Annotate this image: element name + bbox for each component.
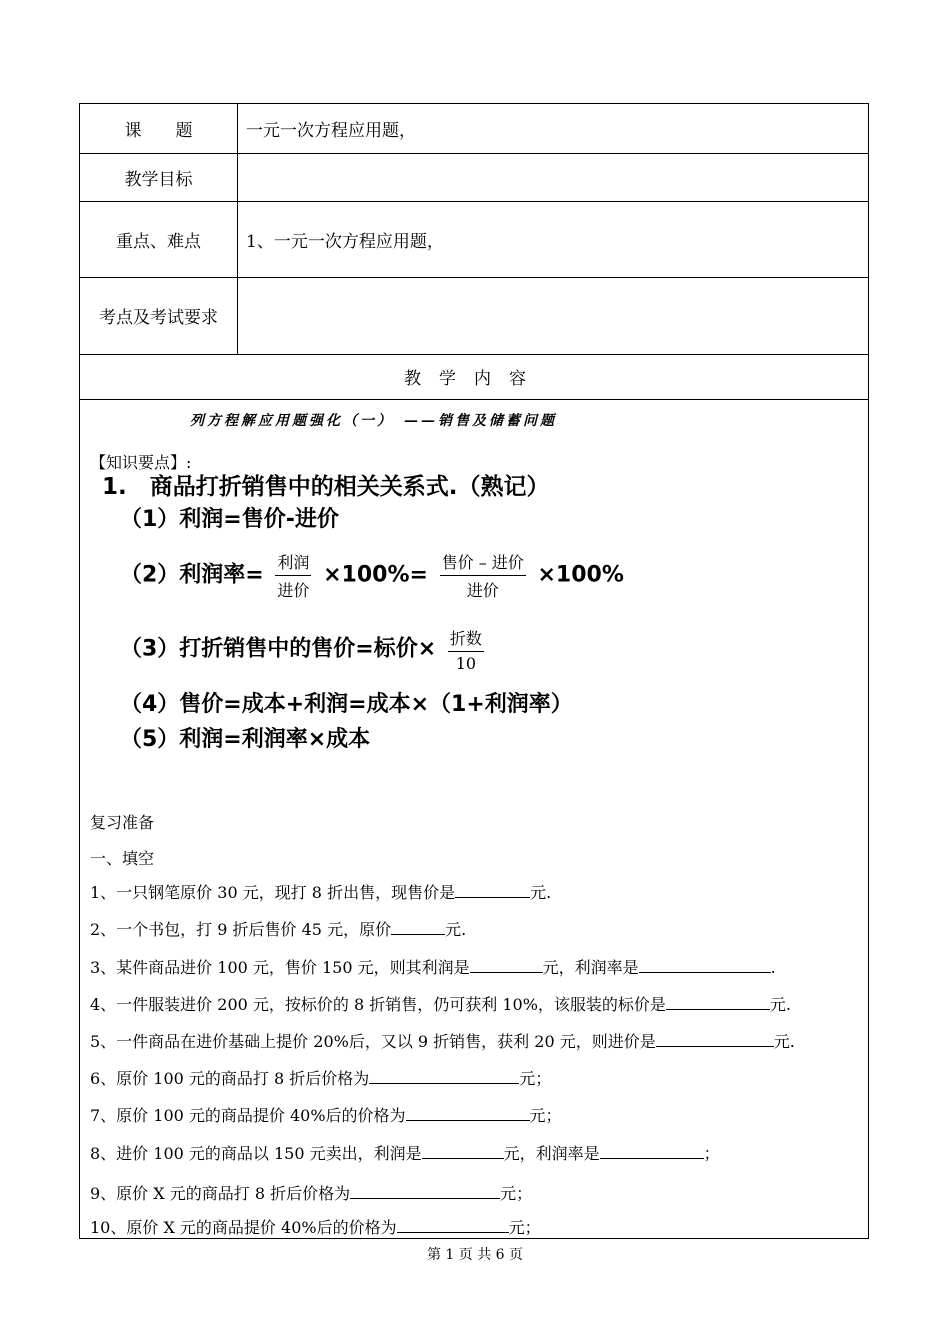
teaching-content-header: 教学内容 bbox=[80, 354, 868, 400]
objectives-label: 教学目标 bbox=[80, 153, 238, 201]
answer-blank[interactable] bbox=[422, 1144, 504, 1159]
fraction-denominator: 10 bbox=[455, 654, 477, 673]
topic-value: 一元一次方程应用题， bbox=[246, 121, 416, 141]
fraction-denominator: 进价 bbox=[466, 581, 499, 600]
key-points-label: 重点、难点 bbox=[80, 201, 238, 277]
answer-blank[interactable] bbox=[369, 1069, 519, 1084]
answer-blank[interactable] bbox=[406, 1106, 530, 1121]
formula-2-suffix: ×100% bbox=[537, 562, 624, 588]
formula-2-prefix: （2）利润率= bbox=[120, 562, 264, 588]
question-10: 10、原价 X 元的商品提价 40%后的价格为 元； bbox=[90, 1218, 541, 1237]
formula-3-prefix: （3）打折销售中的售价=标价× bbox=[120, 636, 437, 662]
formula-4: （4）售价=成本+利润=成本×（1+利润率） bbox=[120, 692, 573, 717]
lesson-title: 列方程解应用题强化（一） ——销售及储蓄问题 bbox=[190, 413, 557, 429]
question-4: 4、一件服装进价 200 元，按标价的 8 折销售，仍可获利 10%，该服装的标价是 元. bbox=[90, 995, 791, 1014]
answer-blank[interactable] bbox=[639, 958, 771, 973]
answer-blank[interactable] bbox=[350, 1184, 500, 1199]
formula-3 bbox=[120, 626, 488, 673]
answer-blank[interactable] bbox=[470, 958, 543, 973]
price-diff-over-cost-fraction bbox=[440, 550, 526, 601]
formula-2-mid: ×100%= bbox=[323, 562, 428, 588]
topic-label: 课 题 bbox=[80, 104, 238, 153]
discount-fraction bbox=[448, 626, 484, 673]
key-points-value: 1、一元一次方程应用题， bbox=[246, 231, 444, 252]
question-9: 9、原价 X 元的商品打 8 折后价格为 元； bbox=[90, 1184, 533, 1203]
fraction-numerator: 利润 bbox=[275, 550, 311, 576]
knowledge-points-label: 【知识要点】: bbox=[90, 453, 192, 472]
question-1: 1、一只钢笔原价 30 元，现打 8 折出售，现售价是 元. bbox=[90, 883, 552, 902]
question-5: 5、一件商品在进价基础上提价 20%后，又以 9 折销售，获利 20 元，则进价是 元. bbox=[90, 1032, 795, 1051]
fraction-numerator: 售价 – 进价 bbox=[440, 550, 526, 576]
row-objectives bbox=[80, 153, 868, 202]
section-title: 一、填空 bbox=[90, 849, 155, 868]
row-topic bbox=[80, 104, 868, 154]
answer-blank[interactable] bbox=[391, 920, 445, 935]
formula-1: （1）利润=售价-进价 bbox=[120, 507, 339, 532]
formula-heading: 1. 商品打折销售中的相关关系式.（熟记） bbox=[102, 474, 550, 500]
answer-blank[interactable] bbox=[656, 1032, 774, 1047]
question-2: 2、一个书包，打 9 折后售价 45 元，原价 元. bbox=[90, 920, 467, 939]
page-footer: 第 1 页 共 6 页 bbox=[426, 1247, 524, 1263]
answer-blank[interactable] bbox=[455, 883, 530, 898]
question-6: 6、原价 100 元的商品打 8 折后价格为 元； bbox=[90, 1069, 552, 1088]
answer-blank[interactable] bbox=[666, 995, 770, 1010]
row-exam-requirements bbox=[80, 277, 868, 355]
answer-blank[interactable] bbox=[600, 1144, 704, 1159]
question-3: 3、某件商品进价 100 元，售价 150 元，则其利润是 元，利润率是 . bbox=[90, 958, 776, 977]
answer-blank[interactable] bbox=[397, 1218, 509, 1233]
fraction-numerator: 折数 bbox=[448, 626, 484, 652]
question-8: 8、进价 100 元的商品以 150 元卖出，利润是 元，利润率是 ； bbox=[90, 1144, 720, 1163]
lesson-plan-table bbox=[79, 103, 869, 1239]
profit-over-cost-fraction bbox=[275, 550, 311, 601]
teaching-content-body bbox=[80, 400, 868, 1238]
fraction-denominator: 进价 bbox=[277, 581, 310, 600]
exam-requirements-label: 考点及考试要求 bbox=[80, 277, 238, 354]
question-7: 7、原价 100 元的商品提价 40%后的价格为 元； bbox=[90, 1106, 562, 1125]
row-key-points bbox=[80, 201, 868, 278]
review-title: 复习准备 bbox=[90, 813, 155, 832]
formula-5: （5）利润=利润率×成本 bbox=[120, 727, 371, 752]
formula-2 bbox=[120, 550, 624, 601]
